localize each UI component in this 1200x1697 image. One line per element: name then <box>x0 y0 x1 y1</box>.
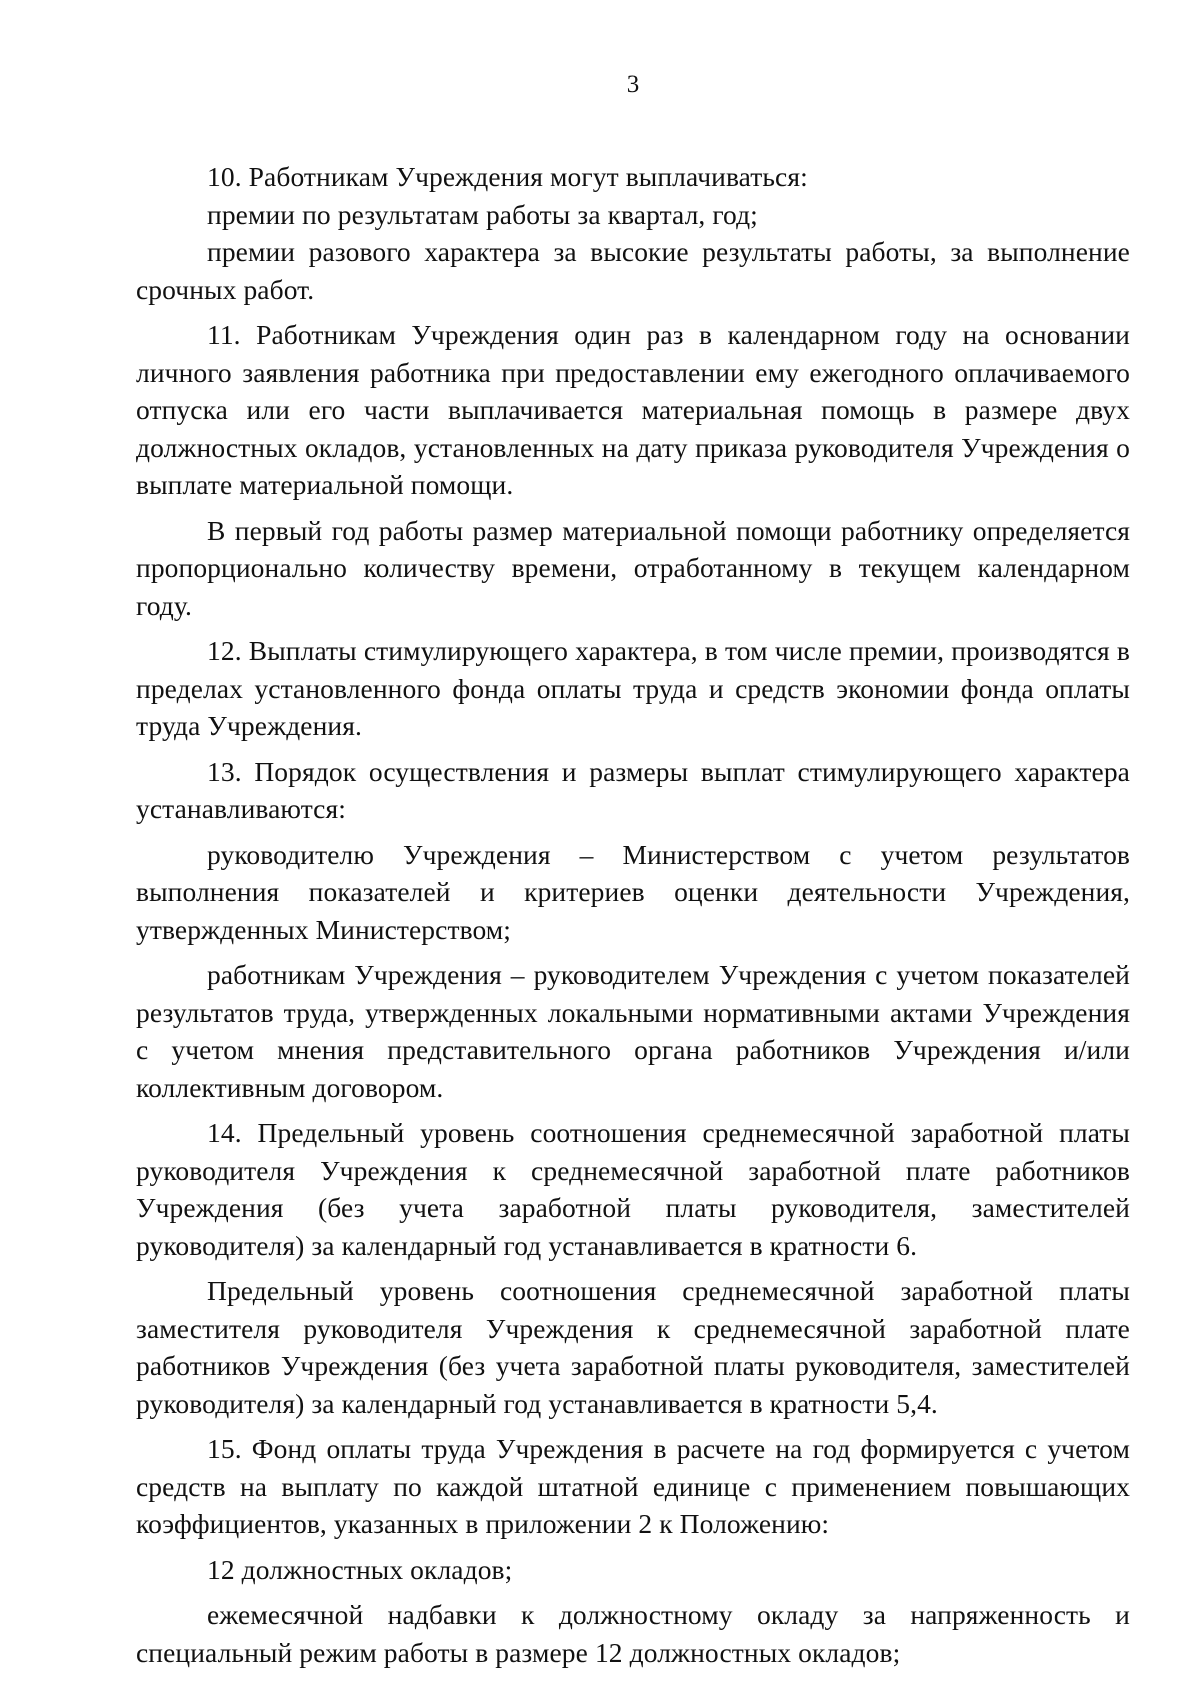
paragraph-14: 14. Предельный уровень соотношения среднемесячной заработной платы руководителя Учреждения к среднемесячной заработной плате работников Учреждения (без учета заработной платы руководителя, заместителей руководителя) за календарный год устанавливается в кратности 6. <box>136 1117 1130 1261</box>
paragraph-12: 12. Выплаты стимулирующего характера, в том числе премии, производятся в пределах установленного фонда оплаты труда и средств экономии фонда оплаты труда Учреждения. <box>136 635 1130 741</box>
paragraph-11: 11. Работникам Учреждения один раз в календарном году на основании личного заявления работника при предоставлении ему ежегодного оплачиваемого отпуска или его части выплачивается материальная помощь в размере двух должностных окладов, установленных на дату приказа руководителя Учреждения о выплате материальной помощи. <box>136 319 1130 500</box>
paragraph-14-continued: Предельный уровень соотношения среднемесячной заработной платы заместителя руководителя Учреждения к среднемесячной заработной плате работников Учреждения (без учета заработной платы руководителя, заместителей руководителя) за календарный год устанавливается в кратности 5,4. <box>136 1275 1130 1419</box>
paragraph-11-continued: В первый год работы размер материальной помощи работнику определяется пропорционально количеству времени, отработанному в текущем календарном году. <box>136 514 1130 621</box>
paragraph-10-item-1: премии по результатам работы за квартал, год; <box>207 198 758 230</box>
page-number: 3 <box>626 71 640 98</box>
paragraph-10: 10. Работникам Учреждения могут выплачиваться: <box>207 161 808 192</box>
paragraph-13: 13. Порядок осуществления и размеры выплат стимулирующего характера устанавливаются: <box>136 755 1130 824</box>
paragraph-15-item-2: ежемесячной надбавки к должностному окладу за напряженность и специальный режим работы в размере 12 должностных окладов; <box>136 1599 1130 1668</box>
paragraph-13-item-2: работникам Учреждения – руководителем Учреждения с учетом показателей результатов труда, утвержденных локальными нормативными актами Учреждения с учетом мнения представительного органа работников Учреждения и/или коллективным договором. <box>136 959 1130 1103</box>
document-body <box>136 158 1130 1671</box>
paragraph-15-item-1: 12 должностных окладов; <box>207 1553 513 1585</box>
paragraph-10-item-2: премии разового характера за высокие результаты работы, за выполнение срочных работ. <box>136 236 1130 305</box>
paragraph-15: 15. Фонд оплаты труда Учреждения в расчете на год формируется с учетом средств на выплату по каждой штатной единице с применением повышающих коэффициентов, указанных в приложении 2 к Положению: <box>136 1433 1130 1539</box>
paragraph-13-item-1: руководителю Учреждения – Министерством с учетом результатов выполнения показателей и критериев оценки деятельности Учреждения, утвержденных Министерством; <box>136 838 1130 945</box>
